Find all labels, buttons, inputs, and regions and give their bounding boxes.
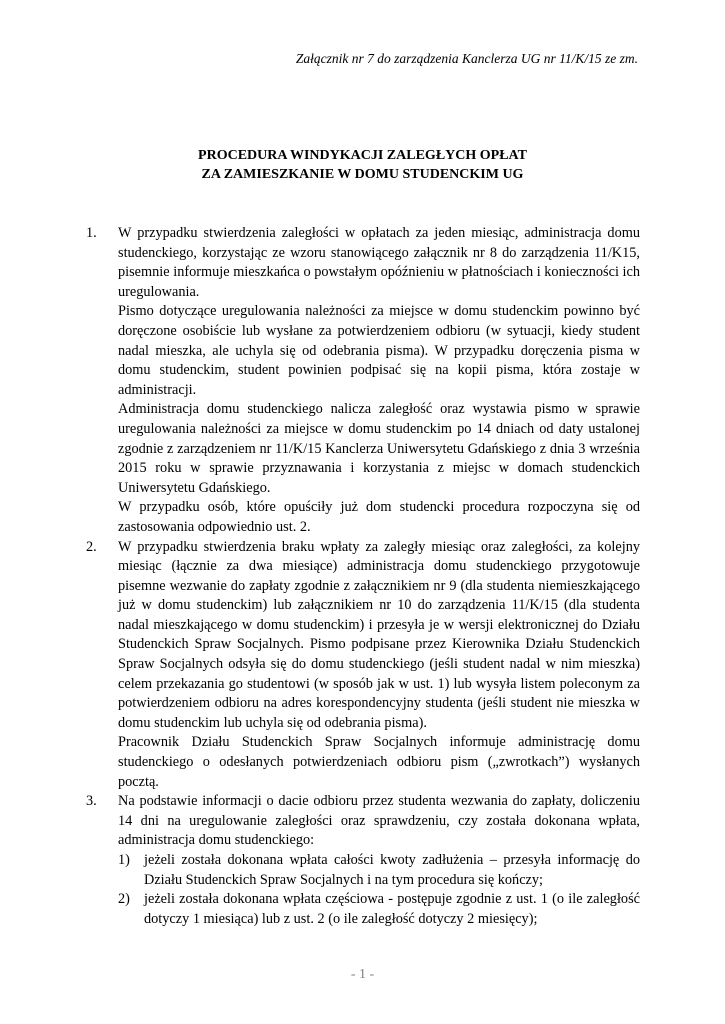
- annex-note: Załącznik nr 7 do zarządzenia Kanclerza UG nr 11/K/15 ze zm.: [295, 51, 638, 66]
- sub-item-number: 1): [118, 852, 130, 868]
- page-number: - 1 -: [350, 967, 375, 982]
- paragraph: Pracownik Działu Studenckich Spraw Socjalnych informuje administrację domu studenckiego o odesłanych potwierdzeniach odbioru pism („zwrotkach”) wysłanych pocztą.: [118, 734, 640, 790]
- sub-item-text: jeżeli została dokonana wpłata całości kwoty zadłużenia – przesyła informację do Działu Studenckich Spraw Socjalnych i na tym procedura się kończy;: [144, 852, 640, 888]
- list-item: [86, 538, 640, 793]
- list-item: [86, 792, 640, 929]
- paragraph: W przypadku stwierdzenia zaległości w opłatach za jeden miesiąc, administracja domu studenckiego, korzystając ze wzoru stanowiącego załącznik nr 8 do zarządzenia 11/K15, pisemnie informuje mieszkańca o powstałym opóźnieniu w płatnościach i konieczności ich uregulowania.: [118, 225, 640, 300]
- title-line-2: ZA ZAMIESZKANIE W DOMU STUDENCKIM UG: [201, 167, 524, 182]
- title-line-1: PROCEDURA WINDYKACJI ZALEGŁYCH OPŁAT: [198, 148, 527, 163]
- item-number: 1.: [86, 225, 97, 241]
- paragraph: W przypadku stwierdzenia braku wpłaty za zaległy miesiąc oraz zaległości, za kolejny miesiąc (łącznie za dwa miesiące) administracja domu studenckiego przygotowuje pisemne wezwanie do zapłaty zgodnie z załącznikiem nr 9 (dla studenta niemieszkającego już w domu studenckim) lub załącznikiem nr 10 do zarządzenia 11/K/15 (dla studenta nadal mieszkającego w domu studenckim) i przesyła je w wersji elektronicznej do Działu Studenckich Spraw Socjalnych. Pismo podpisane przez Kierownika Działu Studenckich Spraw Socjalnych odsyła się do domu studenckiego (jeśli student nadal w nim mieszka) celem przekazania go studentowi (w sposób jak w ust. 1) lub wysyła listem poleconym za potwierdzeniem odbioru na adres korespondencyjny studenta (jeśli student nie mieszka w domu studenckim lub uchyla się od odebrania pisma).: [118, 538, 640, 731]
- paragraph: W przypadku osób, które opuściły już dom studencki procedura rozpoczyna się od zastosowania odpowiednio ust. 2.: [118, 499, 640, 535]
- sub-item-number: 2): [118, 891, 130, 908]
- sub-item: [118, 890, 640, 929]
- list-item: [86, 224, 640, 538]
- paragraph: Administracja domu studenckiego nalicza zaległość oraz wystawia pismo w sprawie uregulowania należności za miejsce w domu studenckim po 14 dniach od daty ustalonej zgodnie z zarządzeniem nr 11/K/15 Kanclerza Uniwersytetu Gdańskiego z dnia 3 września 2015 roku w sprawie przyznawania i korzystania z miejsc w domach studenckich Uniwersytetu Gdańskiego.: [118, 401, 640, 496]
- paragraph: Na podstawie informacji o dacie odbioru przez studenta wezwania do zapłaty, doliczeniu 14 dni na uregulowanie zaległości oraz sprawdzeniu, czy została dokonana wpłata, administracja domu studenckiego:: [118, 793, 640, 849]
- item-number: 3.: [86, 793, 97, 810]
- document-title: [0, 146, 725, 184]
- sub-item: [118, 851, 640, 890]
- paragraph: Pismo dotyczące uregulowania należności za miejsce w domu studenckim powinno być doręczone osobiście lub wysłane za potwierdzeniem odbioru (w sytuacji, kiedy student nadal mieszka, ale uchyla się od odebrania pisma). W przypadku doręczenia pisma w domu studenckim, student powinien podpisać się na kopii pisma, która zostaje w administracji.: [118, 303, 640, 398]
- sub-item-text: jeżeli została dokonana wpłata częściowa - postępuje zgodnie z ust. 1 (o ile zaległość dotyczy 1 miesiąca) lub z ust. 2 (o ile zaległość dotyczy 2 miesięcy);: [144, 891, 640, 927]
- document-body: [86, 224, 640, 929]
- item-number: 2.: [86, 538, 97, 555]
